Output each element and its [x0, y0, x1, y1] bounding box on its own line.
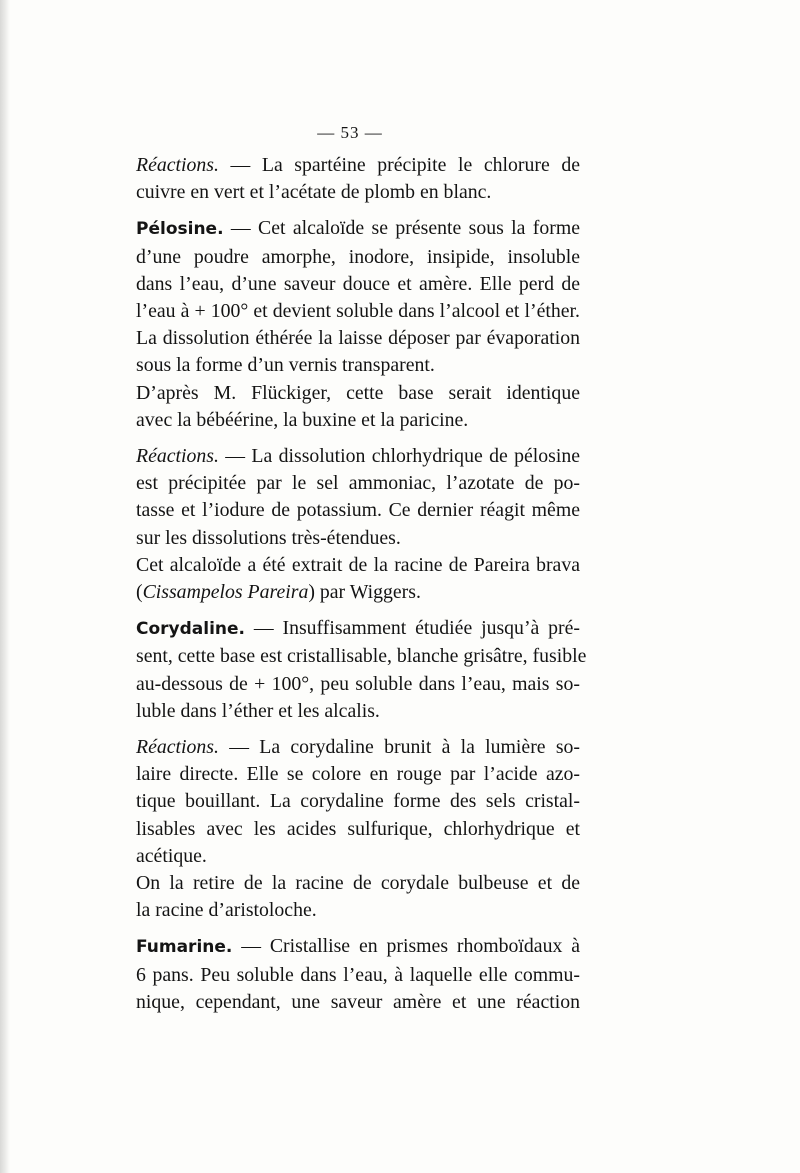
text-line [118, 897, 580, 924]
reactions-label: Réactions. [136, 445, 219, 468]
page-number: — 53 — [317, 123, 383, 142]
paragraph-fumarine [118, 933, 580, 1016]
line-text: — La dissolution chlorhydrique de pélosine [218, 445, 580, 468]
line-text: — Insuffisamment étudiée jusqu’à pré- [245, 617, 580, 640]
line-text: sous la forme d’un vernis transparent. [136, 354, 435, 377]
section-heading-pelosine: Pélosine. [136, 219, 224, 240]
line-text: ) par Wiggers. [308, 581, 421, 604]
line-text: D’après M. Flückiger, cette base serait identique [136, 381, 580, 404]
reactions-label: Réactions. [136, 736, 219, 759]
line-text: — Cristallise en prismes rhomboïdaux à [232, 935, 580, 958]
page-edge-shadow [0, 0, 10, 1173]
paragraph-fluckiger [118, 380, 580, 434]
text-line [118, 407, 580, 434]
text-line [118, 271, 580, 298]
text-line [118, 443, 580, 470]
line-text: l’eau à + 100° et devient soluble dans l’alcool et l’éther. [136, 300, 580, 323]
line-text: tique bouillant. La corydaline forme des sels cristal- [136, 790, 580, 813]
text-line [118, 643, 587, 670]
text-line [118, 671, 580, 698]
text-line [118, 352, 580, 379]
paragraph-pelosine [118, 215, 580, 379]
text-line [118, 497, 580, 524]
text-line [118, 734, 580, 761]
line-text: On la retire de la racine de corydale bulbeuse et de [136, 872, 580, 895]
line-text: — La spartéine précipite le chlorure de [218, 154, 580, 176]
text-line [118, 179, 580, 206]
line-text: Cet alcaloïde a été extrait de la racine de Pareira brava [136, 553, 580, 576]
paragraph-reactions-pelosine [118, 443, 580, 552]
text-line [118, 615, 580, 643]
paragraph-corydale [118, 870, 580, 924]
line-text: lisables avec les acides sulfurique, chlorhydrique et [136, 817, 580, 840]
line-text: nique, cependant, une saveur amère et une réaction [136, 990, 580, 1013]
text-line [118, 579, 580, 606]
text-line [118, 843, 580, 870]
text-line [118, 962, 580, 989]
line-text: 6 pans. Peu soluble dans l’eau, à laquelle elle commu- [136, 963, 580, 986]
text-line [118, 470, 580, 497]
section-heading-corydaline: Corydaline. [136, 619, 246, 640]
paragraph-reactions-corydaline [118, 734, 580, 870]
line-text: d’une poudre amorphe, inodore, insipide, insoluble [136, 245, 580, 268]
line-text: la racine d’aristoloche. [136, 899, 317, 922]
text-line [118, 525, 580, 552]
paragraph-pareira [118, 552, 580, 606]
line-text: sent, cette base est cristallisable, blanche grisâtre, fusible [136, 645, 587, 668]
text-line [118, 152, 580, 179]
line-text: est précipitée par le sel ammoniac, l’azotate de po- [136, 472, 580, 495]
section-heading-fumarine: Fumarine. [136, 937, 233, 958]
text-line [118, 933, 580, 961]
line-text: dans l’eau, d’une saveur douce et amère. Elle perd de [136, 272, 580, 295]
line-text: avec la bébéérine, la buxine et la paricine. [136, 408, 469, 431]
reactions-label: Réactions. [136, 154, 219, 176]
text-line [118, 788, 580, 815]
text-line [118, 380, 580, 407]
paragraph-reactions-sparteine [118, 152, 580, 206]
text-line [118, 298, 580, 325]
line-text: — La corydaline brunit à la lumière so- [218, 736, 580, 759]
line-text: acétique. [136, 844, 207, 867]
line-text: au-dessous de + 100°, peu soluble dans l’eau, mais so- [136, 672, 580, 695]
line-text: ( [136, 581, 143, 604]
line-text: luble dans l’éther et les alcalis. [136, 699, 380, 722]
text-line [118, 552, 580, 579]
body-text [118, 152, 587, 1016]
latin-name: Cissampelos Pareira [142, 581, 309, 604]
line-text: La dissolution éthérée la laisse déposer par évaporation [136, 327, 580, 350]
line-text: cuivre en vert et l’acétate de plomb en blanc. [136, 181, 492, 204]
text-line [118, 215, 580, 243]
text-line [118, 870, 580, 897]
line-text: sur les dissolutions très-étendues. [136, 526, 401, 549]
text-line [118, 816, 580, 843]
line-text: laire directe. Elle se colore en rouge par l’acide azo- [136, 763, 580, 786]
text-line [118, 761, 580, 788]
text-line [118, 989, 580, 1016]
paragraph-corydaline [118, 615, 587, 725]
text-line [118, 244, 580, 271]
text-line [118, 325, 580, 352]
line-text: — Cet alcaloïde se présente sous la forme [223, 217, 580, 240]
text-line [118, 698, 580, 725]
line-text: tasse et l’iodure de potassium. Ce dernier réagit même [136, 499, 580, 522]
